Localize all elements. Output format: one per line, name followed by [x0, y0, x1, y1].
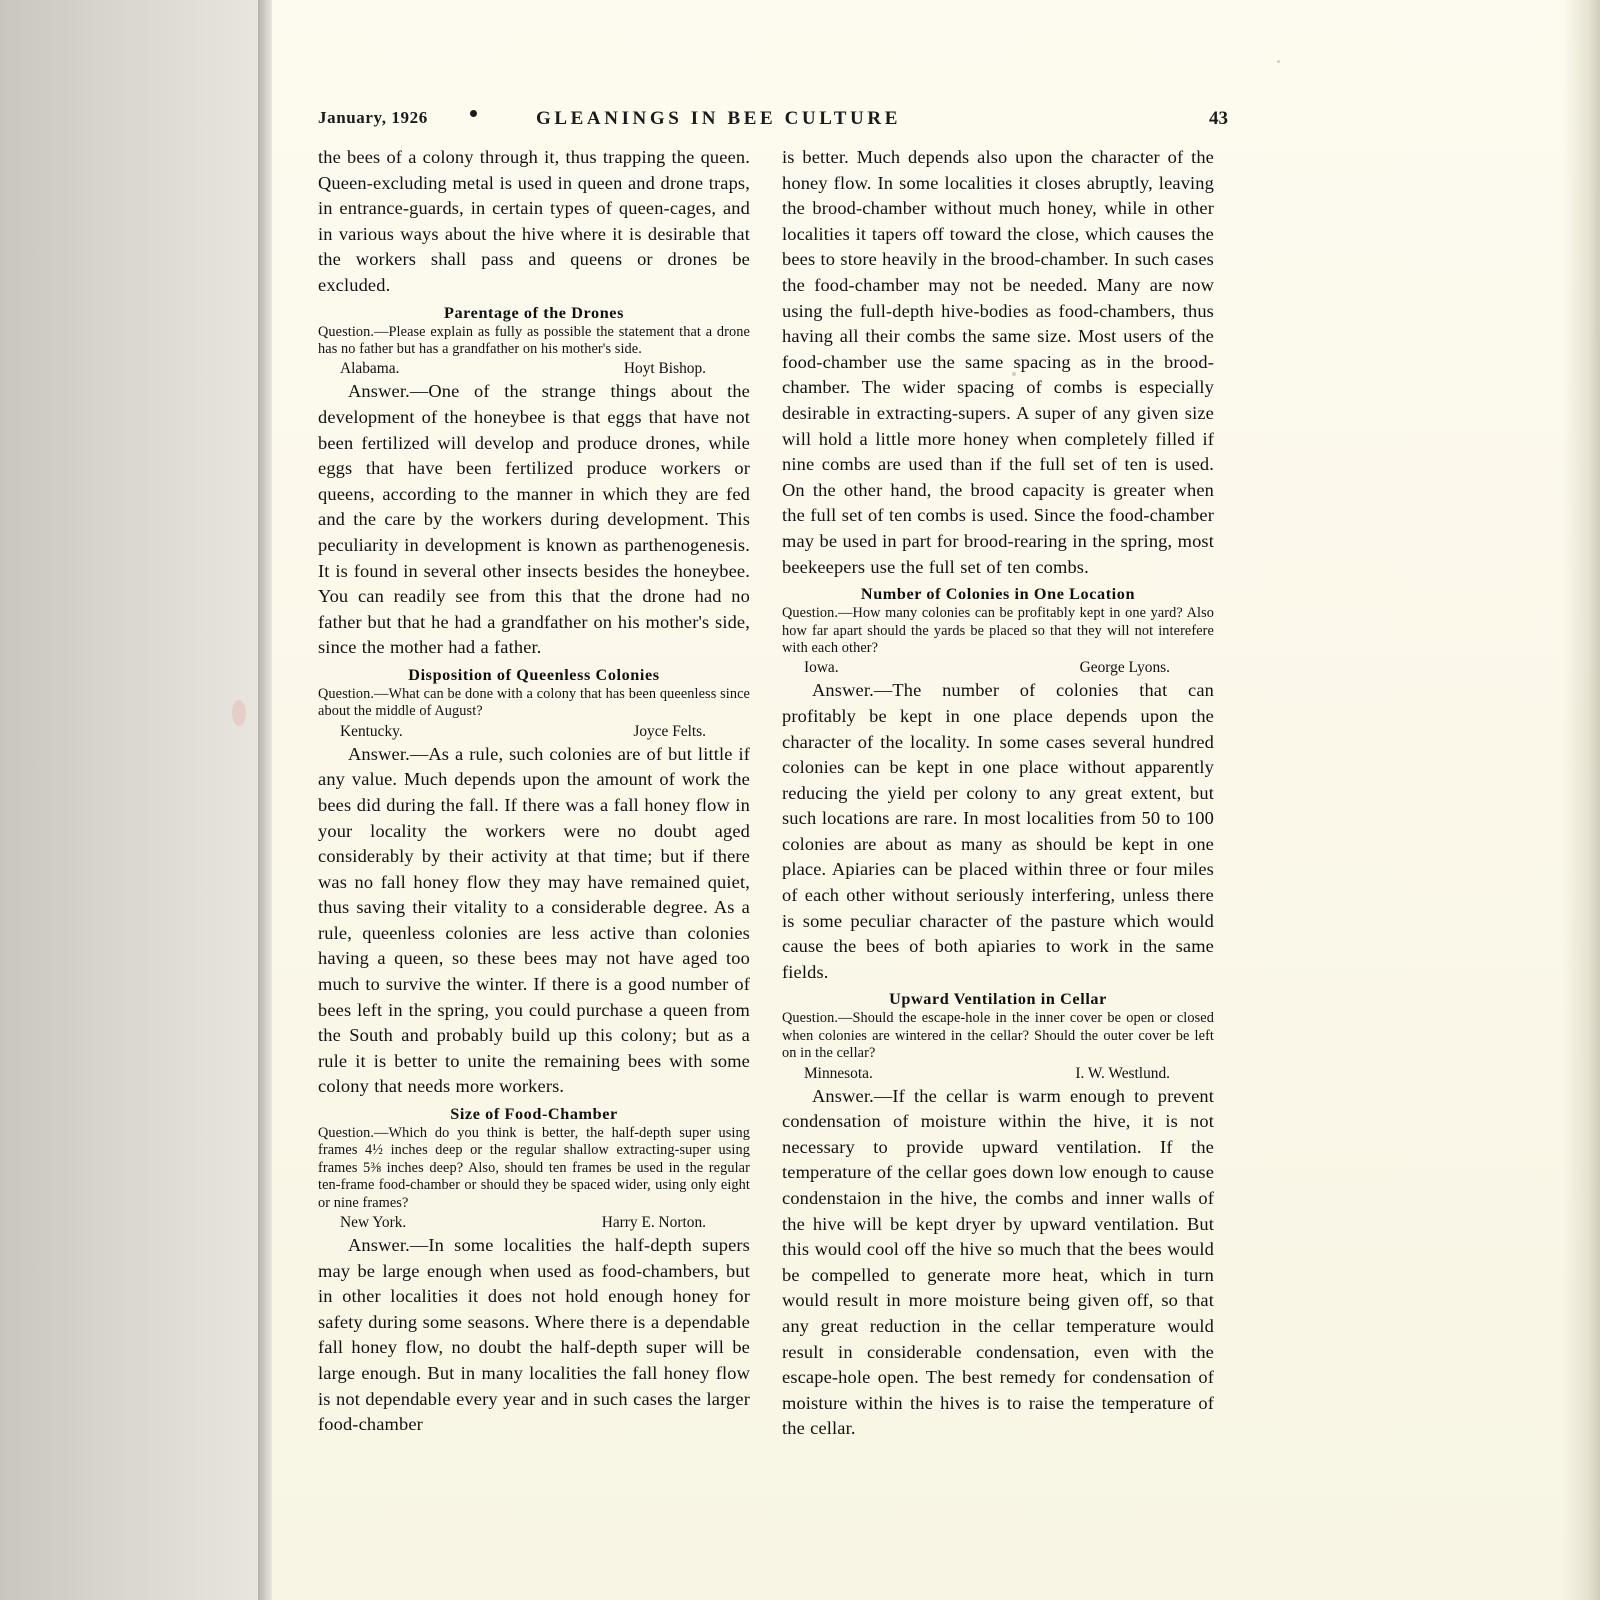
right-column: [782, 145, 1214, 1442]
gutter-edge-shadow: [258, 0, 272, 1600]
issue-date: January, 1926: [318, 108, 428, 127]
page-number: 43: [1209, 108, 1228, 129]
answer-text: Answer.—As a rule, such colonies are of but little if any value. Much depends upon the amount of work the bees did during the fall. If there was a fall honey flow in your locality the workers were no doubt aged considerably by their activity at that time; but if there was no fall honey flow they may have remained quiet, thus saving their vitality to a considerable degree. As a rule, queenless colonies are less active than colonies having a queen, so these bees may not have aged too much to survive the winter. If there is a good number of bees left in the spring, you could purchase a queen from the South and probably build up this colony; but as a rule it is better to unite the remaining bees with some colony that needs more workers.: [318, 743, 750, 1097]
questioner-name: George Lyons.: [1079, 659, 1170, 677]
answer-text: Answer.—If the cellar is warm enough to prevent condensation of moisture within the hive, it is not necessary to provide upward ventilation. If the temperature of the cellar goes down low enough to cause condenstaion in the hive, the combs and inner walls of the hive will be kept dryer by upward ventilation. But this would cool off the hive so much that the bees would be compelled to generate more heat, which in turn would result in more moisture being given off, so that any great reduction in the cellar temperature would result in considerable condensation, even with the escape-hole open. The best remedy for condensation of moisture within the hives is to raise the temperature of the cellar.: [782, 1085, 1215, 1439]
paragraph-continuation: the bees of a colony through it, thus trapping the queen. Queen-excluding metal is used in queen and drone traps, in entrance-guards, in certain types of queen-cages, and in various ways about the hive where it is desirable that the workers shall pass and queens or drones be excluded.: [318, 147, 750, 295]
questioner-state: Alabama.: [340, 360, 400, 378]
questioner-state: Iowa.: [804, 659, 839, 677]
question-text: Question.—Please explain as fully as possible the statement that a drone has no father but has a grandfather on his mother's side.: [318, 323, 750, 357]
questioner-state: Minnesota.: [804, 1064, 873, 1082]
paper-speck: [1277, 60, 1280, 63]
question-attribution: [782, 1063, 1214, 1084]
question-text: Question.—What can be done with a colony that has been queenless since about the middle of August?: [318, 685, 750, 720]
publication-title: GLEANINGS IN BEE CULTURE: [536, 108, 901, 129]
questioner-name: Joyce Felts.: [633, 722, 706, 740]
paper-fleck: [232, 700, 246, 726]
questioner-state: Kentucky.: [340, 722, 403, 740]
question-attribution: [318, 721, 750, 742]
question-text: Question.—Which do you think is better, the half-depth super using frames 4½ inches deep or the regular shallow extracting-super using frames 5⅜ inches deep? Also, should ten frames be used in the regular ten-frame food-chamber or should they be spaced wider, using only eight or nine frames?: [318, 1125, 750, 1211]
separator-dot: [470, 110, 477, 117]
answer-text: Answer.—One of the strange things about the development of the honeybee is that eggs that have not been fertilized will develop and produce drones, while eggs that have been fertilized produce workers or queens, according to the manner in which they are fed and the care by the workers during development. This peculiarity in development is known as parthenogenesis. It is found in several other insects besides the honeybee. You can readily see from this that the drone had no father but that he had a grandfather on his mother's side, since the mother had a father.: [318, 381, 750, 658]
paragraph-continuation: is better. Much depends also upon the character of the honey flow. In some localities it closes abruptly, leaving the brood-chamber without much honey, while in other localities it tapers off toward the close, which causes the bees to store heavily in the brood-chamber. In such cases the food-chamber may not be needed. Many are now using the full-depth hive-bodies as food-chambers, thus having all their combs the same size. Most users of the food-chamber use the same spacing as in the brood-chamber. The wider spacing of combs is especially desirable in extracting-supers. A super of any given size will hold a little more honey when completely filled if nine combs are used than if the full set of ten is used. On the other hand, the brood capacity is greater when the full set of ten combs is used. Since the food-chamber may be used in part for brood-rearing in the spring, most beekeepers use the full set of ten combs.: [782, 147, 1214, 577]
questioner-name: I. W. Westlund.: [1075, 1064, 1170, 1082]
left-column: [318, 145, 750, 1438]
questioner-state: New York.: [340, 1214, 407, 1232]
question-text: Question.—Should the escape-hole in the inner cover be open or closed when colonies are wintered in the cellar? Should the outer cover be left on in the cellar?: [782, 1010, 1214, 1062]
section-heading-food-chamber: Size of Food-Chamber: [450, 1105, 618, 1124]
section-heading-upward-ventilation: Upward Ventilation in Cellar: [889, 990, 1107, 1009]
question-attribution: [782, 657, 1214, 678]
questioner-name: Hoyt Bishop.: [623, 360, 706, 378]
question-attribution: [318, 1212, 750, 1233]
page-gutter-shadow: [0, 0, 272, 1600]
answer-text: Answer.—In some localities the half-depth supers may be large enough when used as food-chambers, but in other localities it does not hold enough honey for safety during some seasons. Where there is a dependable fall honey flow, no doubt the half-depth super will be large enough. But in many localities the fall honey flow is not dependable every year and in such cases the larger food-chamber: [318, 1235, 750, 1435]
question-text: Question.—How many colonies can be profitably kept in one yard? Also how far apart should the yards be placed so that they will not interefere with each other?: [782, 605, 1214, 656]
running-head: [318, 108, 1228, 134]
questioner-name: Harry E. Norton.: [601, 1214, 706, 1232]
section-heading-queenless: Disposition of Queenless Colonies: [408, 665, 660, 684]
page-right-edge-shadow: [1562, 0, 1600, 1600]
section-heading-parentage: Parentage of the Drones: [444, 303, 624, 322]
section-heading-colonies-location: Number of Colonies in One Location: [860, 585, 1136, 604]
answer-text: Answer.—The number of colonies that can profitably be kept in one place depends upon the character of the locality. In some cases several hundred colonies can be kept in one place without apparently reducing the yield per colony to any great extent, but such locations are rare. In most localities from 50 to 100 colonies are about as many as should be kept in one place. Apiaries can be placed within three or four miles of each other without seriously interfering, unless there is some peculiar character of the pasture which would cause the bees of both apiaries to work in the same fields.: [782, 680, 1214, 982]
question-attribution: [318, 358, 750, 379]
